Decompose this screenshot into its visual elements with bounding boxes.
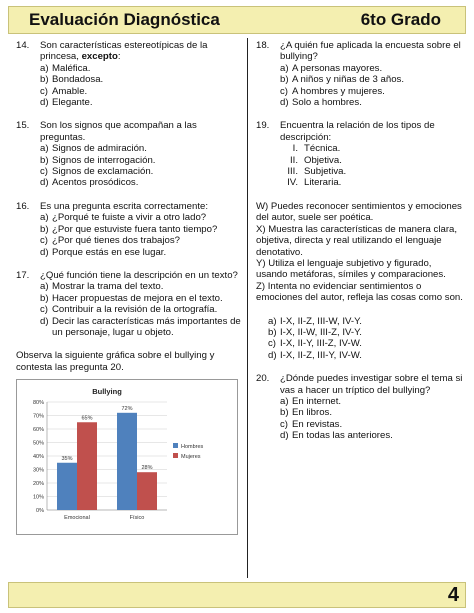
description-x: X) Muestra las características de manera clara, objetiva, directa y real utilizando el lenguaje denotativo. bbox=[256, 223, 458, 258]
y-tick-label: 60% bbox=[32, 427, 44, 434]
description-w: W) Puedes reconocer sentimientos y emociones del autor, suele ser poética. bbox=[256, 200, 462, 224]
options-list bbox=[40, 63, 242, 109]
options-list bbox=[280, 396, 464, 442]
option-text: I-X, II-Z, III-W, IV-Y. bbox=[280, 315, 362, 327]
option-item bbox=[40, 316, 242, 339]
description-y: Y) Utiliza el lenguaje subjetivo y figurado, usando metáforas, símiles y comparaciones. bbox=[256, 257, 446, 281]
options-list bbox=[268, 316, 464, 362]
option-letter: II. bbox=[290, 154, 298, 166]
option-text: Signos de exclamación. bbox=[52, 166, 154, 178]
bar bbox=[57, 463, 77, 510]
bar bbox=[137, 472, 157, 510]
question-stem: Son características estereotípicas de la princesa, excepto: bbox=[40, 40, 208, 63]
option-text: Contribuir a la revisión de la ortografía. bbox=[52, 304, 218, 316]
option-letter: a) bbox=[280, 395, 289, 407]
option-text: Solo a hombres. bbox=[292, 97, 362, 109]
option-text: ¿Por qué tienes dos trabajos? bbox=[52, 235, 180, 247]
option-letter: d) bbox=[280, 430, 289, 442]
option-text: Hacer propuestas de mejora en el texto. bbox=[52, 292, 223, 304]
option-item bbox=[280, 63, 464, 74]
option-text: I-X, II-W, III-Z, IV-Y. bbox=[280, 326, 362, 338]
bar bbox=[77, 422, 97, 510]
option-item bbox=[280, 155, 464, 166]
option-item bbox=[40, 63, 242, 74]
data-label: 72% bbox=[121, 405, 133, 412]
option-item bbox=[40, 155, 242, 166]
option-item bbox=[40, 97, 242, 108]
option-letter: b) bbox=[40, 292, 49, 304]
option-letter: IV. bbox=[287, 177, 298, 189]
question-17 bbox=[16, 270, 242, 338]
data-label: 28% bbox=[141, 465, 153, 472]
question-number: 15. bbox=[16, 120, 30, 132]
y-tick-label: 10% bbox=[32, 494, 44, 501]
option-text: ¿Porqué te fuiste a vivir a otro lado? bbox=[52, 212, 207, 224]
bar bbox=[117, 413, 137, 510]
question-stem: ¿Qué función tiene la descripción en un texto? bbox=[40, 269, 238, 281]
option-item bbox=[40, 212, 242, 223]
page-number: 4 bbox=[447, 584, 459, 606]
question-stem: Encuentra la relación de los tipos de descripción: bbox=[280, 120, 435, 143]
option-item bbox=[280, 97, 464, 108]
column-divider bbox=[247, 38, 248, 578]
option-item bbox=[268, 338, 464, 349]
option-letter: d) bbox=[40, 97, 49, 109]
option-letter: a) bbox=[40, 281, 49, 293]
question-number: 16. bbox=[16, 200, 30, 212]
option-text: Decir las características más importantes de un personaje, lugar u objeto. bbox=[52, 315, 241, 338]
chart-title: Bullying bbox=[92, 387, 122, 397]
description-types bbox=[256, 201, 464, 304]
document-title: Evaluación Diagnóstica bbox=[29, 10, 220, 29]
options-list bbox=[40, 281, 242, 338]
option-letter: a) bbox=[268, 315, 277, 327]
option-item bbox=[280, 74, 464, 85]
option-text: Amable. bbox=[52, 85, 88, 97]
option-item bbox=[280, 86, 464, 97]
question-number: 14. bbox=[16, 40, 30, 51]
question-stem: Son los signos que acompañan a las preguntas. bbox=[40, 120, 197, 143]
question-15 bbox=[16, 120, 242, 188]
option-text: Objetiva. bbox=[304, 154, 342, 166]
option-text: A hombres y mujeres. bbox=[292, 85, 385, 97]
option-item bbox=[40, 74, 242, 85]
left-column bbox=[16, 40, 242, 535]
option-text: Porque estás en ese lugar. bbox=[52, 246, 167, 258]
question-stem: ¿A quién fue aplicada la encuesta sobre el bullying? bbox=[280, 40, 461, 63]
option-text: En internet. bbox=[292, 395, 342, 407]
options-list bbox=[280, 63, 464, 109]
option-letter: b) bbox=[40, 223, 49, 235]
legend-swatch bbox=[173, 443, 178, 448]
x-tick-label: Emocional bbox=[64, 515, 90, 522]
question-stem: Es una pregunta escrita correctamente: bbox=[40, 200, 208, 212]
option-letter: b) bbox=[40, 154, 49, 166]
legend-swatch bbox=[173, 453, 178, 458]
option-text: Literaria. bbox=[304, 177, 342, 189]
option-text: En todas las anteriores. bbox=[292, 430, 393, 442]
option-letter: a) bbox=[40, 62, 49, 74]
option-text: Subjetiva. bbox=[304, 166, 347, 178]
option-text: A niños y niñas de 3 años. bbox=[292, 74, 405, 86]
question-stem: ¿Dónde puedes investigar sobre el tema si vas a hacer un tríptico del bullying? bbox=[280, 373, 463, 396]
bullying-chart bbox=[16, 379, 238, 535]
option-text: Maléfica. bbox=[52, 62, 91, 74]
option-item bbox=[40, 224, 242, 235]
y-tick-label: 30% bbox=[32, 467, 44, 474]
legend-label: Hombres bbox=[181, 444, 204, 451]
question-number: 19. bbox=[256, 120, 270, 132]
option-letter: c) bbox=[280, 418, 288, 430]
option-letter: d) bbox=[40, 177, 49, 189]
option-item bbox=[280, 419, 464, 430]
option-letter: a) bbox=[40, 212, 49, 224]
roman-list bbox=[280, 143, 464, 189]
legend-label: Mujeres bbox=[181, 454, 201, 461]
question-20 bbox=[256, 373, 464, 441]
option-letter: d) bbox=[280, 97, 289, 109]
data-label: 35% bbox=[61, 455, 73, 462]
option-item bbox=[40, 281, 242, 292]
option-item bbox=[280, 396, 464, 407]
y-tick-label: 20% bbox=[32, 481, 44, 488]
question-number: 18. bbox=[256, 40, 270, 51]
option-item bbox=[40, 177, 242, 188]
option-item bbox=[268, 327, 464, 338]
option-letter: b) bbox=[280, 74, 289, 86]
option-text: Signos de admiración. bbox=[52, 143, 147, 155]
question-19 bbox=[256, 120, 464, 188]
option-letter: c) bbox=[40, 85, 48, 97]
option-item bbox=[280, 177, 464, 188]
option-letter: c) bbox=[40, 304, 48, 316]
option-text: Signos de interrogación. bbox=[52, 154, 156, 166]
option-text: ¿Por que estuviste fuera tanto tiempo? bbox=[52, 223, 218, 235]
y-tick-label: 70% bbox=[32, 413, 44, 420]
y-tick-label: 80% bbox=[32, 400, 44, 407]
option-letter: c) bbox=[268, 338, 276, 350]
option-letter: d) bbox=[40, 246, 49, 258]
option-letter: a) bbox=[40, 143, 49, 155]
option-item bbox=[280, 143, 464, 154]
option-text: Bondadosa. bbox=[52, 74, 104, 86]
option-letter: d) bbox=[40, 315, 49, 327]
option-letter: c) bbox=[40, 166, 48, 178]
option-item bbox=[280, 407, 464, 418]
description-z: Z) Intenta no evidenciar sentimientos o emociones del autor, refleja las cosas como son. bbox=[256, 280, 463, 304]
question-14 bbox=[16, 40, 242, 108]
option-text: Técnica. bbox=[304, 143, 341, 155]
page-footer bbox=[8, 582, 466, 608]
option-item bbox=[40, 166, 242, 177]
option-letter: b) bbox=[40, 74, 49, 86]
chart-intro: Observa la siguiente gráfica sobre el bullying y contesta las pregunta 20. bbox=[16, 350, 215, 373]
question-19-answers bbox=[256, 316, 464, 362]
y-tick-label: 50% bbox=[32, 440, 44, 447]
option-text: En revistas. bbox=[292, 418, 343, 430]
option-item bbox=[40, 304, 242, 315]
option-letter: III. bbox=[287, 166, 298, 178]
option-item bbox=[40, 143, 242, 154]
option-letter: c) bbox=[280, 85, 288, 97]
option-letter: a) bbox=[280, 62, 289, 74]
right-column bbox=[256, 40, 464, 454]
option-letter: b) bbox=[268, 326, 277, 338]
option-item bbox=[40, 235, 242, 246]
data-label: 65% bbox=[81, 415, 93, 422]
option-letter: d) bbox=[268, 349, 277, 361]
question-number: 17. bbox=[16, 269, 30, 281]
bullying-chart-svg bbox=[17, 380, 237, 534]
option-letter: I. bbox=[292, 143, 298, 155]
y-tick-label: 40% bbox=[32, 454, 44, 461]
options-list bbox=[40, 212, 242, 258]
options-list bbox=[40, 143, 242, 189]
option-item bbox=[268, 316, 464, 327]
option-item bbox=[280, 430, 464, 441]
option-text: Elegante. bbox=[52, 97, 93, 109]
option-item bbox=[40, 86, 242, 97]
y-tick-label: 0% bbox=[36, 508, 44, 515]
option-item bbox=[268, 350, 464, 361]
grade-label: 6to Grado bbox=[360, 10, 441, 29]
option-text: I-X, II-Z, III-Y, IV-W. bbox=[280, 349, 362, 361]
question-16 bbox=[16, 201, 242, 258]
option-item bbox=[40, 293, 242, 304]
question-18 bbox=[256, 40, 464, 108]
option-item bbox=[40, 247, 242, 258]
option-letter: b) bbox=[280, 407, 289, 419]
option-text: A personas mayores. bbox=[292, 62, 383, 74]
page-header bbox=[8, 6, 466, 34]
option-text: I-X, II-Y, III-Z, IV-W. bbox=[280, 338, 362, 350]
x-tick-label: Físico bbox=[129, 515, 145, 522]
question-number: 20. bbox=[256, 373, 270, 385]
option-letter: c) bbox=[40, 235, 48, 247]
option-text: Acentos prosódicos. bbox=[52, 177, 139, 189]
option-item bbox=[280, 166, 464, 177]
option-text: En libros. bbox=[292, 407, 332, 419]
option-text: Mostrar la trama del texto. bbox=[52, 281, 164, 293]
